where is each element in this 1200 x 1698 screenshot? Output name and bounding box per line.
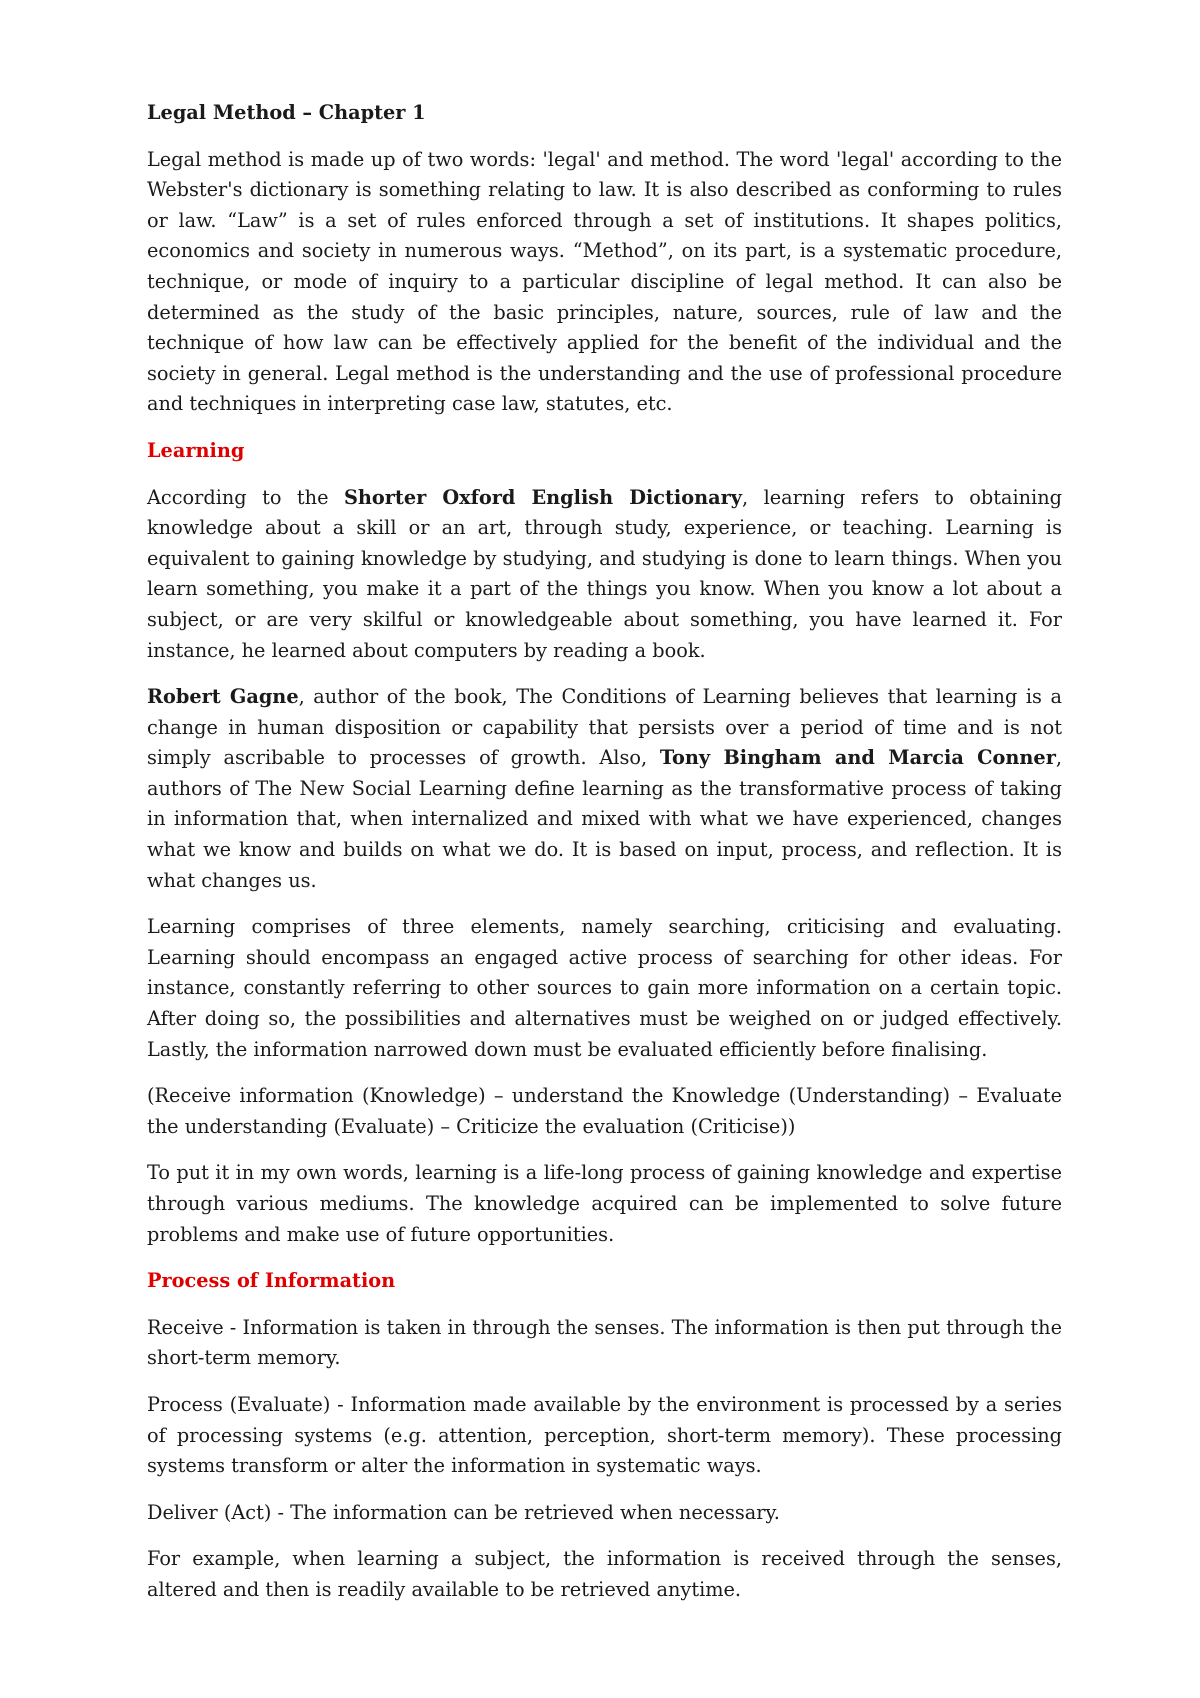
document-title: Legal Method – Chapter 1 — [147, 101, 426, 124]
learning-paragraph-4: (Receive information (Knowledge) – understand the Knowledge (Understanding) – Evaluate the understanding (Evaluate) – Criticize the evaluation (Criticise)) — [147, 1084, 1062, 1138]
author-bingham-conner: Tony Bingham and Marcia Conner — [659, 746, 1056, 770]
learning-p2-text-a: , author of the book, The Conditions of Learning believes that learning is a change in human disposition or capability that persists over a period of time and is not simply ascribable to processes of growth. Also, — [147, 685, 1062, 770]
learning-paragraph-5: To put it in my own words, learning is a life-long process of gaining knowledge and expertise through various mediums. The knowledge acquired can be implemented to solve future problems and make use of future opportunities. — [147, 1161, 1062, 1246]
dictionary-name: Shorter Oxford English Dictionary — [343, 485, 742, 509]
intro-paragraph: Legal method is made up of two words: 'legal' and method. The word 'legal' according to the Webster's dictionary is something relating to law. It is also described as conforming to rules or law. “Law” is a set of rules enforced through a set of institutions. It shapes politics, economics and society in numerous ways. “Method”, on its part, is a systematic procedure, technique, or mode of inquiry to a particular discipline of legal method. It can also be determined as the study of the basic principles, nature, sources, rule of law and the technique of how law can be effectively applied for the benefit of the individual and the society in general. Legal method is the understanding and the use of professional procedure and techniques in interpreting case law, statutes, etc. — [147, 147, 1062, 416]
author-robert-gagne: Robert Gagne — [147, 685, 299, 709]
section-heading-learning: Learning — [147, 438, 245, 462]
process-paragraph-receive: Receive - Information is taken in through the senses. The information is then put through the short-term memory. — [147, 1315, 1062, 1370]
learning-p1-text-a: According to the — [147, 485, 344, 509]
document-content — [147, 98, 1062, 1622]
section-heading-process: Process of Information — [147, 1269, 396, 1293]
learning-p2-text-b: , authors of The New Social Learning define learning as the transformative process of taking in information that, when internalized and mixed with what we have experienced, changes what we know and builds on what we do. It is based on input, process, and reflection. It is what changes us. — [147, 746, 1062, 892]
learning-paragraph-2 — [147, 682, 1062, 896]
process-paragraph-deliver: Deliver (Act) - The information can be retrieved when necessary. — [147, 1500, 780, 1524]
process-paragraph-example: For example, when learning a subject, the information is received through the senses, altered and then is readily available to be retrieved anytime. — [147, 1547, 1062, 1601]
learning-p1-text-b: , learning refers to obtaining knowledge about a skill or an art, through study, experience, or teaching. Learning is equivalent to gaining knowledge by studying, and studying is done to learn things. When you learn something, you make it a part of the things you know. When you know a lot about a subject, or are very skilful or knowledgeable about something, you have learned it. For instance, he learned about computers by reading a book. — [147, 485, 1062, 662]
learning-paragraph-1 — [147, 483, 1062, 667]
process-paragraph-process: Process (Evaluate) - Information made available by the environment is processed by a series of processing systems (e.g. attention, perception, short-term memory). These processing systems transform or alter the information in systematic ways. — [147, 1392, 1062, 1478]
learning-paragraph-3: Learning comprises of three elements, namely searching, criticising and evaluating. Learning should encompass an engaged active process of searching for other ideas. For instance, constantly referring to other sources to gain more information on a certain topic. After doing so, the possibilities and alternatives must be weighed on or judged effectively. Lastly, the information narrowed down must be evaluated efficiently before finalising. — [147, 915, 1062, 1061]
